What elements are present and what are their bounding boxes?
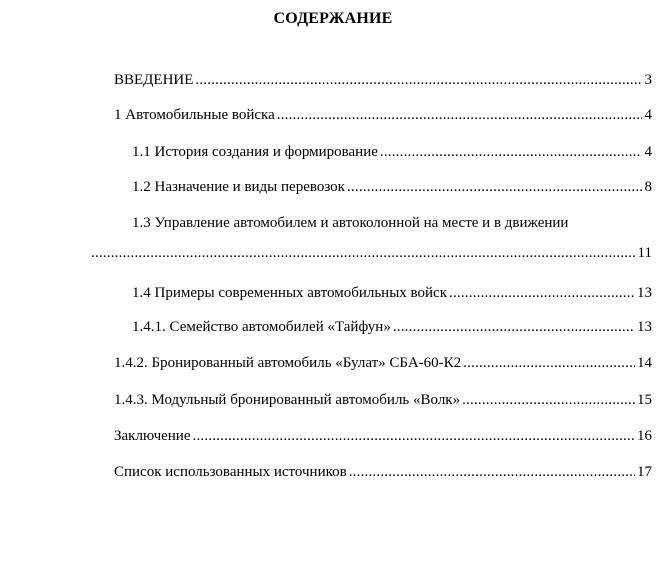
toc-entry-page: 13 <box>637 285 652 301</box>
toc-entry-section-1-4-2 <box>114 354 652 372</box>
dot-leader <box>277 106 642 124</box>
toc-entry-section-1-3 <box>91 244 652 262</box>
toc-entry-label: Список использованных источников <box>114 464 347 480</box>
dot-leader <box>463 354 635 372</box>
toc-entry-label: 1.1 История создания и формирование <box>132 144 378 160</box>
toc-entry-page: 16 <box>637 428 652 444</box>
toc-entry-label: Заключение <box>114 428 191 444</box>
toc-entry-label: ВВЕДЕНИЕ <box>114 72 194 88</box>
dot-leader <box>380 143 642 161</box>
toc-entry-section-1-4 <box>132 284 652 302</box>
toc-entry-label: 1.2 Назначение и виды перевозок <box>132 179 345 195</box>
toc-entry-conclusion <box>114 427 652 445</box>
toc-entry-page: 4 <box>644 144 652 160</box>
toc-entry-label: 1 Автомобильные войска <box>114 107 275 123</box>
toc-entry-page: 4 <box>644 107 652 123</box>
toc-entry-page: 13 <box>637 319 652 335</box>
toc-entry-section-1-2 <box>132 178 652 196</box>
dot-leader <box>91 244 636 262</box>
page-title: СОДЕРЖАНИЕ <box>273 10 393 27</box>
dot-leader <box>449 284 635 302</box>
dot-leader <box>462 391 635 409</box>
toc-entry-label: 1.4.3. Модульный бронированный автомобиль «Волк» <box>114 392 461 408</box>
toc-entry-page: 17 <box>637 464 652 480</box>
dot-leader <box>347 178 642 196</box>
toc-entry-introduction <box>114 71 652 89</box>
toc-entry-label: 1.4 Примеры современных автомобильных войск <box>132 285 447 301</box>
toc-entry-section-1-3-label: 1.3 Управление автомобилем и автоколонной на месте и в движении <box>132 215 569 231</box>
toc-entry-label: 1.4.1. Семейство автомобилей «Тайфун» <box>132 319 391 335</box>
toc-entry-page: 8 <box>644 179 652 195</box>
dot-leader <box>349 463 635 481</box>
toc-entry-page: 14 <box>637 355 652 371</box>
dot-leader <box>195 71 642 89</box>
toc-entry-references <box>114 463 652 481</box>
toc-entry-section-1 <box>114 106 652 124</box>
dot-leader <box>393 318 635 336</box>
toc-entry-section-1-4-3 <box>114 391 652 409</box>
toc-entry-section-1-4-1 <box>132 318 652 336</box>
toc-entry-section-1-1 <box>132 143 652 161</box>
toc-entry-page: 15 <box>637 392 652 408</box>
toc-entry-label: 1.4.2. Бронированный автомобиль «Булат» СБА-60-К2 <box>114 355 462 371</box>
toc-entry-page: 11 <box>637 245 652 261</box>
dot-leader <box>193 427 636 445</box>
toc-entry-page: 3 <box>644 72 652 88</box>
